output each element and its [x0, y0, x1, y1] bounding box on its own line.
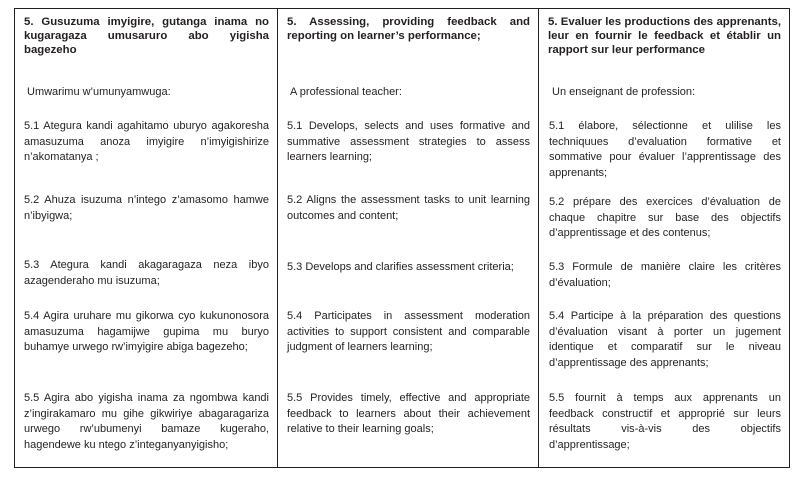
standard-item: 5.4 Participates in assessment moderation activities to support consistent and comparable judgment of learners learning; — [287, 310, 530, 354]
column-intro: A professional teacher: — [290, 86, 402, 98]
column-english — [277, 9, 538, 467]
column-heading: 5. Gusuzuma imyigire, gutanga inama no kugaragaza umusaruro abo yigisha bagezeho — [24, 16, 269, 56]
standard-item: 5.5 Agira abo yigisha inama za ngombwa kandi z’ingirakamaro mu gihe gikwiriye abagaragariza urwego rw’ubumenyi bamaze kugeraho, hagendewe ku ntego z’integanyanyigisho; — [24, 392, 269, 451]
standard-item: 5.5 Provides timely, effective and appropriate feedback to learners about their achievement relative to their learning goals; — [287, 392, 530, 436]
standard-item: 5.1 Develops, selects and uses formative and summative assessment strategies to assess learners learning; — [287, 120, 530, 164]
standard-item: 5.4 Agira uruhare mu gikorwa cyo kukunonosora amasuzuma hagamijwe gupima mu buryo buhamye urwego rw’imyigire abiga bagezeho; — [24, 310, 269, 354]
standard-item: 5.1 élabore, sélectionne et ulilise les techniquues d’evaluation formative et sommative pour évaluer l’apprentissage des apprenants; — [549, 120, 781, 179]
standard-item: 5.5 fournit à temps aux apprenants un feedback constructif et approprié sur leurs résultats vis-à-vis des objectifs d’apprentissage; — [549, 392, 781, 451]
standard-item: 5.3 Ategura kandi akagaragaza neza ibyo azagenderaho mu isuzuma; — [24, 259, 269, 287]
standard-item: 5.2 prépare des exercices d’évaluation de chaque chapitre sur base des objectifs d’apprentissage et des contenus; — [549, 196, 781, 240]
column-heading: 5. Assessing, providing feedback and reporting on learner’s performance; — [287, 16, 530, 42]
standards-table — [14, 8, 790, 468]
standard-item: 5.2 Aligns the assessment tasks to unit learning outcomes and content; — [287, 194, 530, 222]
column-intro: Un enseignant de profession: — [552, 86, 696, 98]
standard-item: 5.3 Formule de manière claire les critères d’évaluation; — [549, 261, 781, 289]
standard-item: 5.2 Ahuza isuzuma n’intego z’amasomo hamwe n’ibyigwa; — [24, 194, 269, 222]
column-intro: Umwarimu w’umunyamwuga: — [27, 86, 171, 98]
column-kinyarwanda — [15, 9, 277, 467]
column-french — [538, 9, 789, 467]
standard-item: 5.3 Develops and clarifies assessment criteria; — [287, 261, 514, 273]
column-heading: 5. Evaluer les productions des apprenants, leur en fournir le feedback et établir un rapport sur leur performance — [548, 16, 781, 56]
standard-item: 5.1 Ategura kandi agahitamo uburyo agakoresha amasuzuma anoza imyigire n’imyigishirize n’akomatanya ; — [24, 120, 269, 164]
standard-item: 5.4 Participe à la préparation des questions d’évaluation visant à porter un jugement identique et comparatif sur le niveau d’apprentissage des apprenants; — [549, 310, 781, 369]
